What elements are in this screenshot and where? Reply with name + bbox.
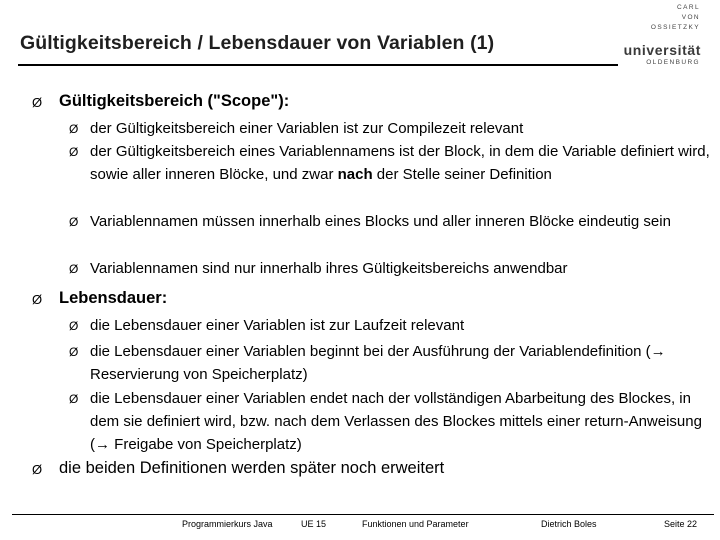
list-item-text: der Gültigkeitsbereich einer Variablen ist zur Compilezeit relevant: [90, 120, 524, 137]
slide-title: Gültigkeitsbereich / Lebensdauer von Variablen (1): [20, 32, 495, 54]
list-item-text: die Lebensdauer einer Variablen ist zur Laufzeit relevant: [90, 317, 465, 334]
section-heading-text: Gültigkeitsbereich ("Scope"):: [59, 92, 290, 110]
footer-unit: UE 15: [301, 519, 327, 529]
logo-line-oldenburg: OLDENBURG: [646, 59, 700, 66]
bullet-arrow-icon: Ø: [32, 95, 43, 110]
bullet-arrow-icon: Ø: [69, 145, 79, 159]
logo-line-von: VON: [681, 14, 700, 21]
logo-line-ossietzky: OSSIETZKY: [650, 24, 700, 31]
list-item-text: die Lebensdauer einer Variablen endet nach der vollständigen Abarbeitung des Blockes, in dem sie definiert wird, bzw. nach dem Verlassen des Blockes mittels einer return-Anweisung (→ Freigabe von Speicherplatz): [90, 390, 702, 453]
title-underline: [18, 64, 618, 66]
bullet-arrow-icon: Ø: [69, 262, 79, 276]
bullet-arrow-icon: Ø: [32, 462, 43, 477]
bullet-arrow-icon: Ø: [69, 345, 79, 359]
final-point-text: die beiden Definitionen werden später noch erweitert: [59, 459, 445, 477]
list-item-text: die Lebensdauer einer Variablen beginnt bei der Ausführung der Variablendefinition (→ Reservierung von Speicherplatz): [90, 343, 666, 383]
bullet-arrow-icon: Ø: [69, 319, 79, 333]
university-logo: [622, 4, 702, 66]
list-item-text: der Gültigkeitsbereich eines Variablennamens ist der Block, in dem die Variable definiert wird, sowie aller inneren Blöcke, und zwar nach der Stelle seiner Definition: [90, 143, 710, 183]
bullet-arrow-icon: Ø: [69, 215, 79, 229]
footer-course: Programmierkurs Java: [182, 519, 273, 529]
logo-line-carl: CARL: [677, 4, 700, 11]
footer-author: Dietrich Boles: [541, 519, 597, 529]
section-heading-text: Lebensdauer:: [59, 289, 168, 307]
footer-topic: Funktionen und Parameter: [362, 519, 469, 529]
footer-page-number: Seite 22: [664, 519, 698, 529]
bullet-arrow-icon: Ø: [69, 122, 79, 136]
footer-rule: [12, 514, 714, 515]
list-item-text: Variablennamen sind nur innerhalb ihres Gültigkeitsbereichs anwendbar: [90, 260, 568, 277]
bullet-arrow-icon: Ø: [69, 392, 79, 406]
logo-line-universitaet: universität: [623, 42, 701, 58]
bullet-arrow-icon: Ø: [32, 292, 43, 307]
list-item-text: Variablennamen müssen innerhalb eines Blocks und aller inneren Blöcke eindeutig sein: [90, 213, 671, 230]
